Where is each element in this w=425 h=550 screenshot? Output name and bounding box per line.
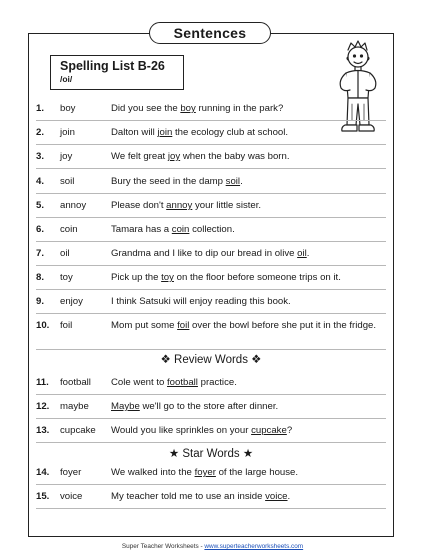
row-number: 11. xyxy=(36,377,49,388)
sentence: Bury the seed in the damp soil. xyxy=(111,176,243,187)
row-number: 8. xyxy=(36,272,45,283)
underlined-word: Maybe xyxy=(111,401,140,412)
sentence-row-15 xyxy=(36,491,386,517)
underlined-word: voice xyxy=(265,491,288,502)
spelling-word: enjoy xyxy=(60,296,83,307)
row-number: 15. xyxy=(36,491,50,502)
sentence-row-4 xyxy=(36,176,386,202)
row-divider xyxy=(36,289,386,290)
underlined-word: toy xyxy=(161,272,174,283)
row-number: 14. xyxy=(36,467,50,478)
footer-text: Super Teacher Worksheets - xyxy=(121,543,205,550)
row-number: 4. xyxy=(36,176,45,187)
sentence: Please don't annoy your little sister. xyxy=(111,200,262,211)
sentence-row-9 xyxy=(36,296,386,322)
spelling-word: boy xyxy=(60,103,76,114)
spelling-word: annoy xyxy=(60,200,87,211)
row-divider xyxy=(36,313,386,314)
spelling-word: joy xyxy=(60,151,73,162)
row-divider xyxy=(36,484,386,485)
row-number: 10. xyxy=(36,320,50,331)
spelling-word: toy xyxy=(60,272,73,283)
sentence-row-3 xyxy=(36,151,386,177)
spelling-word: coin xyxy=(60,224,78,235)
row-divider xyxy=(36,418,386,419)
spelling-word: cupcake xyxy=(60,425,96,436)
underlined-word: boy xyxy=(180,103,196,114)
sentence: Mom put some foil over the bowl before she put it in the fridge. xyxy=(111,320,377,331)
underlined-word: foil xyxy=(177,320,190,331)
row-number: 1. xyxy=(36,103,45,114)
row-number: 2. xyxy=(36,127,45,138)
underlined-word: join xyxy=(157,127,173,138)
sentence: Maybe we'll go to the store after dinner. xyxy=(111,401,279,412)
row-divider xyxy=(36,394,386,395)
sentence: Pick up the toy on the floor before someone trips on it. xyxy=(111,272,341,283)
sentence: My teacher told me to use an inside voice. xyxy=(111,491,291,502)
row-number: 13. xyxy=(36,425,50,436)
row-number: 7. xyxy=(36,248,45,259)
sentence: Tamara has a coin collection. xyxy=(111,224,235,235)
sentence-row-12 xyxy=(36,401,386,427)
sentence: Grandma and I like to dip our bread in olive oil. xyxy=(111,248,310,259)
footer-link[interactable]: www.superteacherworksheets.com xyxy=(204,543,304,550)
sentence: Cole went to football practice. xyxy=(111,377,237,388)
sentence: Dalton will join the ecology club at school. xyxy=(111,127,289,138)
sentence: We walked into the foyer of the large house. xyxy=(111,467,299,478)
sentence: Would you like sprinkles on your cupcake? xyxy=(111,425,293,436)
row-divider xyxy=(36,144,386,145)
row-number: 3. xyxy=(36,151,45,162)
spelling-list-title: Spelling List B-26 xyxy=(60,59,165,73)
sentence-row-11 xyxy=(36,377,386,403)
spelling-word: football xyxy=(60,377,91,388)
row-divider xyxy=(36,349,386,350)
row-number: 5. xyxy=(36,200,45,211)
underlined-word: annoy xyxy=(166,200,193,211)
row-divider xyxy=(36,168,386,169)
underlined-word: joy xyxy=(167,151,181,162)
underlined-word: cupcake xyxy=(251,425,287,436)
sentence-row-8 xyxy=(36,272,386,298)
row-divider xyxy=(36,442,386,443)
row-divider xyxy=(36,217,386,218)
spelling-word: join xyxy=(60,127,75,138)
underlined-word: oil xyxy=(297,248,307,259)
row-number: 12. xyxy=(36,401,50,412)
spelling-word: soil xyxy=(60,176,75,187)
sentence: Did you see the boy running in the park? xyxy=(111,103,284,114)
star-words-heading: ★ Star Words ★ xyxy=(168,448,254,460)
sentence-row-7 xyxy=(36,248,386,274)
page-title: Sentences xyxy=(149,22,271,44)
sentence-row-5 xyxy=(36,200,386,226)
sentence-row-10 xyxy=(36,320,386,354)
row-divider xyxy=(36,120,386,121)
underlined-word: foyer xyxy=(194,467,216,478)
spelling-word: voice xyxy=(60,491,83,502)
footer xyxy=(0,543,425,550)
row-divider xyxy=(36,508,386,509)
underlined-word: coin xyxy=(171,224,190,235)
spelling-list-box xyxy=(50,55,184,90)
spelling-word: foyer xyxy=(60,467,82,478)
spelling-word: foil xyxy=(60,320,73,331)
underlined-word: soil xyxy=(225,176,241,187)
row-divider xyxy=(36,193,386,194)
row-number: 6. xyxy=(36,224,45,235)
spelling-word: oil xyxy=(60,248,70,259)
sentence: We felt great joy when the baby was born. xyxy=(111,151,290,162)
sentence-row-2 xyxy=(36,127,386,153)
row-divider xyxy=(36,265,386,266)
sentence-row-14 xyxy=(36,467,386,493)
spelling-list-subtitle: /oi/ xyxy=(60,74,73,84)
underlined-word: football xyxy=(167,377,198,388)
sentence-row-6 xyxy=(36,224,386,250)
spelling-word: maybe xyxy=(60,401,89,412)
sentence: I think Satsuki will enjoy reading this book. xyxy=(111,296,291,307)
row-number: 9. xyxy=(36,296,45,307)
review-words-heading: ❖ Review Words ❖ xyxy=(160,354,262,366)
row-divider xyxy=(36,241,386,242)
sentence-row-1 xyxy=(36,103,386,129)
